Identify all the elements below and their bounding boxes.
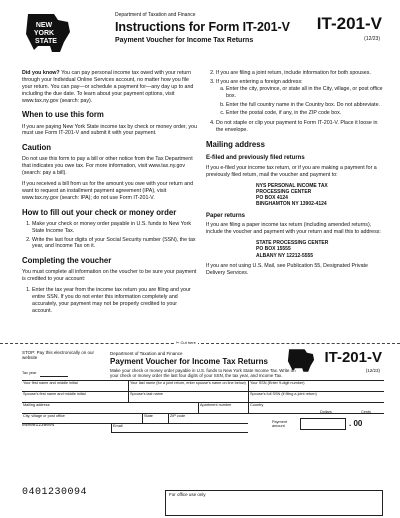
row-divider bbox=[111, 432, 248, 433]
column-divider bbox=[128, 380, 129, 391]
completing-voucher-text: You must complete all information on the voucher to be sure your payment is credited to your account: bbox=[22, 269, 197, 283]
did-you-know-label: Did you know? bbox=[22, 70, 60, 76]
delivery-services-text: If you are not using U.S. Mail, see Publication 55, Designated Private Delivery Services. bbox=[206, 262, 368, 276]
zip-code-label: ZIP code bbox=[170, 414, 186, 418]
instructions-right-column bbox=[206, 70, 384, 281]
completing-voucher-list bbox=[22, 287, 198, 315]
column-divider bbox=[248, 380, 249, 391]
mailing-address-field[interactable] bbox=[23, 403, 50, 407]
apartment-number-field[interactable] bbox=[200, 403, 231, 407]
department-name: Department of Taxation and Finance bbox=[115, 12, 196, 18]
spouse-first-name-label: Spouse's first name and middle initial bbox=[23, 392, 86, 396]
column-divider bbox=[198, 402, 199, 413]
fill-out-heading: How to fill out your check or money order bbox=[22, 207, 177, 217]
voucher-title: Payment Voucher for Income Tax Returns bbox=[110, 357, 268, 366]
column-divider bbox=[111, 423, 112, 432]
did-you-know-text: You can pay personal income tax owed with your return through your Individual Online Services account, no matter how you file your return. You can pay—or schedule a payment for—any day up to and including the due date. To learn about your payment options, visit www.tax.ny.gov (search: pay). bbox=[22, 70, 194, 104]
spouse-ssn-label: Spouse's full SSN (if filing a joint return) bbox=[250, 392, 317, 396]
office-use-box bbox=[165, 490, 383, 516]
list-item: 1. Make your check or money order payable in U.S. funds to New York State Income Tax. bbox=[32, 221, 198, 235]
paper-address bbox=[256, 240, 384, 259]
list-item: 2. If you are filing a joint return, include information for both spouses. bbox=[216, 70, 384, 77]
list-item: 1. Enter the tax year from the income tax return you are filing and your entire SSN. If you do not enter this information completely and accurately, your payment may not be properly credited to your account. bbox=[32, 287, 198, 315]
list-item: 4. Do not staple or clip your payment to Form IT-201-V. Place it loose in the envelope. bbox=[216, 120, 384, 134]
spouse-first-name-field[interactable] bbox=[23, 392, 86, 396]
city-label: City, village or post office bbox=[23, 414, 65, 418]
spouse-last-name-label: Spouse's last name bbox=[130, 392, 164, 396]
office-use-label: For office use only bbox=[169, 492, 206, 497]
list-item bbox=[216, 79, 384, 117]
completing-voucher-list-continued bbox=[206, 70, 384, 134]
voucher-department: Department of Taxation and Finance bbox=[110, 351, 183, 356]
your-last-name-field[interactable] bbox=[130, 381, 246, 385]
foreign-address-list bbox=[216, 86, 384, 118]
logo-word-3: STATE bbox=[35, 38, 57, 45]
logo-word-1: NEW bbox=[35, 22, 53, 29]
barcode-number: 040001230094 bbox=[22, 423, 55, 428]
city-field[interactable] bbox=[23, 414, 65, 418]
your-first-name-label: Your first name and middle initial bbox=[23, 381, 78, 385]
caution-text-1: Do not use this form to pay a bill or other notice from the Tax Department that indicates you owe tax. For more information, visit www.tax.ny.gov (search: pay a bill). bbox=[22, 156, 193, 177]
address-line: STATE PROCESSING CENTER bbox=[256, 240, 329, 247]
cut-line bbox=[0, 343, 400, 344]
country-label: Country bbox=[250, 403, 264, 407]
spouse-last-name-field[interactable] bbox=[130, 392, 163, 396]
address-line: NYS PERSONAL INCOME TAX bbox=[256, 182, 328, 189]
page-subtitle: Payment Voucher for Income Tax Returns bbox=[115, 37, 254, 44]
column-divider bbox=[168, 413, 169, 423]
form-revision: (12/23) bbox=[364, 36, 380, 42]
dollars-label: Dollars bbox=[320, 410, 332, 414]
foreign-address-intro: If you are entering a foreign address: bbox=[216, 78, 303, 85]
address-line: PO BOX 15555 bbox=[256, 246, 291, 253]
instructions-left-column bbox=[22, 70, 198, 318]
cents-label: Cents bbox=[361, 410, 371, 414]
address-line: BINGHAMTON NY 13902-4124 bbox=[256, 201, 327, 208]
voucher-form-id: IT-201-V bbox=[324, 349, 382, 366]
your-ssn-label: Your SSN (Enter 9-digit number) bbox=[250, 381, 305, 385]
ocr-scan-line: 0401230094 bbox=[22, 487, 88, 498]
logo-word-2: YORK bbox=[33, 30, 55, 37]
cents-value-text: 00 bbox=[353, 419, 363, 428]
stop-notice: STOP: Pay this electronically on our website bbox=[22, 350, 94, 361]
voucher-instructions: Make your check or money order payable in U.S. funds to New York State Income Tax. Write on your check or money order the last four digits of your SSN, the tax year, and Income Tax. bbox=[110, 368, 296, 379]
address-line: PO BOX 4124 bbox=[256, 195, 288, 202]
row-divider bbox=[22, 423, 248, 424]
caution-heading: Caution bbox=[22, 143, 52, 153]
your-ssn-field[interactable] bbox=[250, 381, 305, 385]
column-divider bbox=[248, 402, 249, 413]
column-divider bbox=[142, 413, 143, 423]
caution-text-2: If you received a bill from us for the amount you owe with your return and want to request an installment payment agreement (IPA), visit www.tax.ny.gov (search: IPA); do not use Form IT-201-V. bbox=[22, 181, 194, 201]
completing-voucher-heading: Completing the voucher bbox=[22, 256, 112, 266]
email-label: Email bbox=[113, 424, 123, 428]
payment-cents-value: . 00 bbox=[349, 419, 363, 428]
your-first-name-field[interactable] bbox=[23, 381, 78, 385]
your-last-name-label: Your last name (for a joint return, enter spouse's name on line below) bbox=[130, 381, 246, 385]
list-item: a. Enter the city, province, or state all in the City, village, or post office box. bbox=[226, 86, 384, 100]
zip-code-field[interactable] bbox=[170, 414, 185, 418]
paper-returns-heading: Paper returns bbox=[206, 212, 246, 219]
did-you-know-paragraph bbox=[22, 70, 198, 104]
list-item: c. Enter the postal code, if any, in the ZIP code box. bbox=[226, 110, 384, 117]
fill-out-list bbox=[22, 221, 198, 251]
cut-here-label bbox=[174, 340, 198, 345]
mailing-address-label: Mailing address bbox=[23, 403, 50, 407]
efiled-heading: E-filed and previously filed returns bbox=[206, 155, 305, 162]
mailing-address-heading: Mailing address bbox=[206, 140, 265, 149]
column-divider bbox=[128, 391, 129, 402]
when-to-use-heading: When to use this form bbox=[22, 110, 104, 120]
list-item: b. Enter the full country name in the Country box. Do not abbreviate. bbox=[226, 102, 384, 109]
efiled-address bbox=[256, 183, 384, 208]
list-item: 2. Write the last four digits of your Social Security number (SSN), the tax year, and Income Tax on it. bbox=[32, 237, 198, 251]
email-field[interactable] bbox=[113, 424, 123, 428]
efiled-text: If you e-filed your income tax return, or if you are making a payment for a previously filed return, mail the voucher and payment to: bbox=[206, 164, 377, 178]
apartment-number-label: Apartment number bbox=[200, 403, 232, 407]
payment-amount-input[interactable] bbox=[300, 418, 346, 430]
state-label: State bbox=[144, 414, 153, 418]
state-field[interactable] bbox=[144, 414, 153, 418]
address-line: PROCESSING CENTER bbox=[256, 188, 312, 195]
spouse-ssn-field[interactable] bbox=[250, 392, 317, 396]
column-divider bbox=[248, 391, 249, 402]
form-id: IT-201-V bbox=[316, 14, 382, 33]
country-field[interactable] bbox=[250, 403, 263, 407]
scissors-icon: ✂ bbox=[176, 340, 181, 345]
cut-here-text: Cut here bbox=[180, 340, 196, 345]
tax-year-line bbox=[40, 376, 68, 377]
address-line: ALBANY NY 12212-5555 bbox=[256, 252, 314, 259]
new-york-state-logo bbox=[24, 12, 72, 54]
tax-year-field[interactable] bbox=[22, 371, 36, 375]
paper-returns-text: If you are filing a paper income tax return (including amended returns), include the voucher and payment with your return and mail this to address: bbox=[206, 222, 381, 236]
when-to-use-text: If you are paying New York State income tax by check or money order, you must use Form IT-201-V and submit it with your payment. bbox=[22, 123, 197, 137]
payment-amount-label: Payment amount bbox=[272, 420, 287, 429]
new-york-state-logo-small bbox=[286, 348, 316, 373]
voucher-revision: (12/23) bbox=[365, 368, 380, 373]
page-title: Instructions for Form IT-201-V bbox=[115, 20, 290, 34]
tax-year-label: Tax year bbox=[22, 371, 37, 375]
